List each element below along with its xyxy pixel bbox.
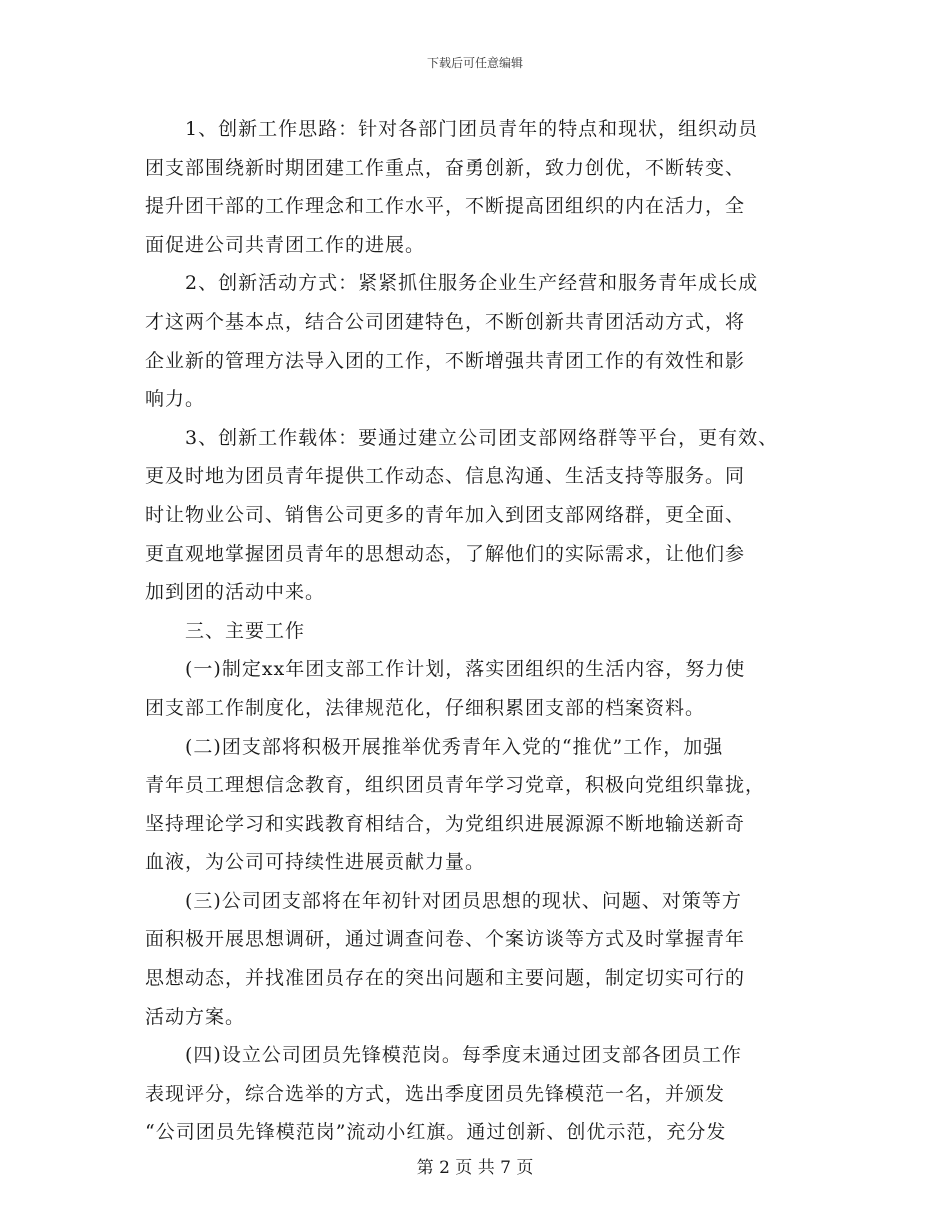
paragraph-line: 提升团干部的工作理念和工作水平，不断提高团组织的内在活力，全 xyxy=(145,195,746,218)
paragraph-line: (一)制定xx年团支部工作计划，落实团组织的生活内容，努力使 xyxy=(185,658,746,681)
paragraph-line: 血液，为公司可持续性进展贡献力量。 xyxy=(145,851,486,874)
paragraph-line: 2、创新活动方式：紧紧抓住服务企业生产经营和服务青年成长成 xyxy=(185,272,759,295)
paragraph-line: 响力。 xyxy=(145,388,206,411)
paragraph-line: 面促进公司共青团工作的进展。 xyxy=(145,233,426,256)
paragraph-line: 思想动态，并找准团员存在的突出问题和主要问题，制定切实可行的 xyxy=(145,967,746,990)
paragraph-line: 企业新的管理方法导入团的工作，不断增强共青团工作的有效性和影 xyxy=(145,349,746,372)
document-body xyxy=(145,110,825,1152)
paragraph-line: 青年员工理想信念教育，组织团员青年学习党章，积极向党组织靠拢， xyxy=(145,774,766,797)
paragraph-line: (四)设立公司团员先锋模范岗。每季度末通过团支部各团员工作 xyxy=(185,1044,742,1067)
paragraph-line: 团支部工作制度化，法律规范化，仔细积累团支部的档案资料。 xyxy=(145,696,706,719)
section-heading: 三、主要工作 xyxy=(185,619,306,642)
page-header: 下载后可任意编辑 xyxy=(426,56,523,70)
paragraph-line: 3、创新工作载体：要通过建立公司团支部网络群等平台，更有效、 xyxy=(185,426,779,449)
paragraph-line: (三)公司团支部将在年初针对团员思想的现状、问题、对策等方 xyxy=(185,889,742,912)
paragraph-line: 1、创新工作思路：针对各部门团员青年的特点和现状，组织动员 xyxy=(185,118,759,140)
paragraph-line: (二)团支部将积极开展推举优秀青年入党的“推优”工作，加强 xyxy=(185,735,724,758)
paragraph-line: 更直观地掌握团员青年的思想动态，了解他们的实际需求，让他们参 xyxy=(145,542,746,565)
page-footer: 第 2 页 共 7 页 xyxy=(416,1158,534,1178)
paragraph-line: 团支部围绕新时期团建工作重点，奋勇创新，致力创优，不断转变、 xyxy=(145,156,746,179)
paragraph-line: “公司团员先锋模范岗”流动小红旗。通过创新、创优示范，充分发 xyxy=(145,1121,727,1144)
paragraph-line: 面积极开展思想调研，通过调查问卷、个案访谈等方式及时掌握青年 xyxy=(145,928,746,951)
paragraph-line: 坚持理论学习和实践教育相结合，为党组织进展源源不断地输送新奇 xyxy=(145,812,746,835)
paragraph-line: 才这两个基本点，结合公司团建特色，不断创新共青团活动方式，将 xyxy=(145,310,746,333)
paragraph-line: 时让物业公司、销售公司更多的青年加入到团支部网络群，更全面、 xyxy=(145,503,746,526)
paragraph-line: 表现评分，综合选举的方式，选出季度团员先锋模范一名，并颁发 xyxy=(145,1082,726,1105)
paragraph-line: 加到团的活动中来。 xyxy=(145,581,326,604)
paragraph-line: 活动方案。 xyxy=(145,1005,246,1028)
paragraph-line: 更及时地为团员青年提供工作动态、信息沟通、生活支持等服务。同 xyxy=(145,465,746,488)
